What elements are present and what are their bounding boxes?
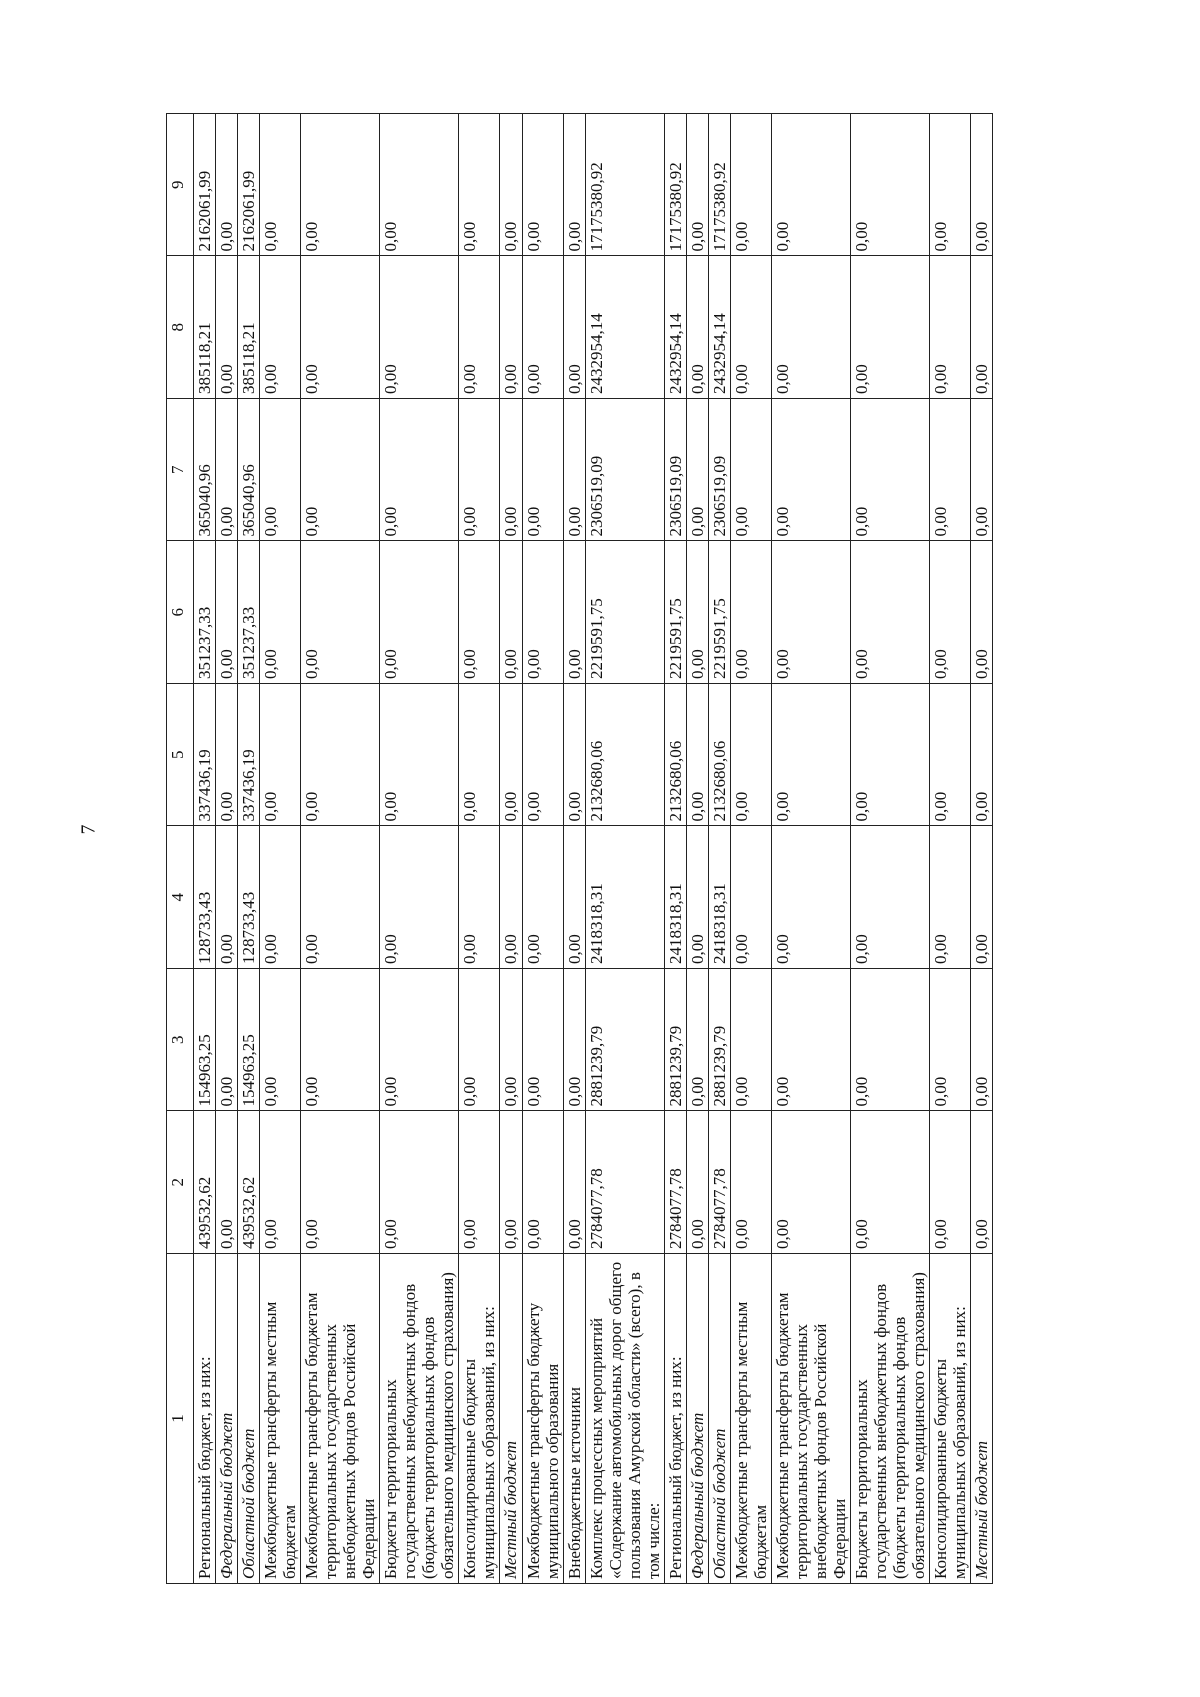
row-label: Бюджеты территориальных государственных внебюджетных фондов (бюджеты территориальных фондов обязательного медицинского страхования) (851, 1254, 930, 1584)
value-cell: 0,00 (500, 826, 522, 969)
value-cell: 0,00 (380, 114, 459, 257)
value-cell: 2219591,75 (708, 541, 730, 684)
value-cell: 0,00 (930, 684, 971, 827)
column-header-4: 4 (167, 826, 194, 969)
value-cell: 2432954,14 (664, 256, 686, 399)
table-row (301, 114, 380, 1584)
value-cell: 0,00 (730, 541, 771, 684)
value-cell: 0,00 (971, 114, 993, 257)
value-cell: 2162061,99 (194, 114, 216, 257)
value-cell: 0,00 (459, 541, 500, 684)
value-cell: 0,00 (522, 541, 563, 684)
value-cell: 0,00 (260, 684, 301, 827)
table-row (522, 114, 563, 1584)
value-cell: 0,00 (686, 399, 708, 542)
value-cell: 0,00 (459, 114, 500, 257)
value-cell: 0,00 (563, 541, 585, 684)
value-cell: 337436,19 (194, 684, 216, 827)
value-cell: 2432954,14 (585, 256, 664, 399)
table-row (216, 114, 238, 1584)
rotated-table-container (166, 114, 1046, 1584)
table-row (563, 114, 585, 1584)
value-cell: 0,00 (771, 541, 850, 684)
value-cell: 351237,33 (238, 541, 260, 684)
page-number: 7 (77, 824, 100, 835)
table-row (708, 114, 730, 1584)
table-body (194, 114, 993, 1584)
value-cell: 0,00 (771, 969, 850, 1112)
value-cell: 17175380,92 (585, 114, 664, 257)
value-cell: 128733,43 (238, 826, 260, 969)
value-cell: 0,00 (301, 541, 380, 684)
value-cell: 385118,21 (238, 256, 260, 399)
value-cell: 0,00 (459, 399, 500, 542)
value-cell: 0,00 (730, 256, 771, 399)
value-cell: 2784077,78 (585, 1111, 664, 1254)
value-cell: 2306519,09 (585, 399, 664, 542)
table-row (851, 114, 930, 1584)
value-cell: 0,00 (971, 826, 993, 969)
table-row (686, 114, 708, 1584)
value-cell: 0,00 (730, 969, 771, 1112)
table-row (585, 114, 664, 1584)
value-cell: 2219591,75 (664, 541, 686, 684)
value-cell: 0,00 (563, 256, 585, 399)
value-cell: 0,00 (301, 114, 380, 257)
value-cell: 0,00 (522, 826, 563, 969)
value-cell: 0,00 (686, 969, 708, 1112)
row-label: Межбюджетные трансферты бюджету муниципального образования (522, 1254, 563, 1584)
value-cell: 0,00 (380, 969, 459, 1112)
value-cell: 0,00 (216, 969, 238, 1112)
value-cell: 0,00 (971, 541, 993, 684)
value-cell: 0,00 (301, 684, 380, 827)
value-cell: 2162061,99 (238, 114, 260, 257)
budget-table (166, 113, 993, 1584)
value-cell: 0,00 (930, 541, 971, 684)
value-cell: 0,00 (380, 256, 459, 399)
value-cell: 154963,25 (194, 969, 216, 1112)
value-cell: 0,00 (730, 1111, 771, 1254)
value-cell: 0,00 (216, 684, 238, 827)
column-header-3: 3 (167, 969, 194, 1112)
value-cell: 0,00 (771, 399, 850, 542)
value-cell: 0,00 (730, 684, 771, 827)
table-row (500, 114, 522, 1584)
row-label: Межбюджетные трансферты бюджетам территориальных государственных внебюджетных фондов Российской Федерации (771, 1254, 850, 1584)
value-cell: 0,00 (522, 256, 563, 399)
row-label: Консолидированные бюджеты муниципальных образований, из них: (930, 1254, 971, 1584)
value-cell: 0,00 (380, 541, 459, 684)
column-header-5: 5 (167, 684, 194, 827)
value-cell: 0,00 (216, 114, 238, 257)
value-cell: 0,00 (260, 826, 301, 969)
table-row (730, 114, 771, 1584)
row-label: Местный бюджет (500, 1254, 522, 1584)
value-cell: 0,00 (260, 256, 301, 399)
column-header-6: 6 (167, 541, 194, 684)
value-cell: 2432954,14 (708, 256, 730, 399)
value-cell: 2881239,79 (585, 969, 664, 1112)
value-cell: 0,00 (459, 256, 500, 399)
value-cell: 0,00 (686, 256, 708, 399)
table-row (664, 114, 686, 1584)
value-cell: 0,00 (563, 1111, 585, 1254)
value-cell: 0,00 (851, 256, 930, 399)
value-cell: 2784077,78 (708, 1111, 730, 1254)
table-row (238, 114, 260, 1584)
value-cell: 0,00 (500, 399, 522, 542)
value-cell: 0,00 (522, 969, 563, 1112)
value-cell: 0,00 (301, 1111, 380, 1254)
value-cell: 0,00 (301, 826, 380, 969)
row-label: Региональный бюджет, из них: (664, 1254, 686, 1584)
row-label: Межбюджетные трансферты местным бюджетам (260, 1254, 301, 1584)
value-cell: 0,00 (563, 684, 585, 827)
table-row (971, 114, 993, 1584)
value-cell: 0,00 (686, 541, 708, 684)
value-cell: 0,00 (971, 1111, 993, 1254)
value-cell: 439532,62 (194, 1111, 216, 1254)
value-cell: 154963,25 (238, 969, 260, 1112)
table-row (459, 114, 500, 1584)
column-header-9: 9 (167, 114, 194, 257)
value-cell: 0,00 (563, 969, 585, 1112)
value-cell: 0,00 (686, 114, 708, 257)
value-cell: 0,00 (500, 1111, 522, 1254)
value-cell: 0,00 (851, 684, 930, 827)
value-cell: 0,00 (930, 969, 971, 1112)
value-cell: 17175380,92 (664, 114, 686, 257)
value-cell: 0,00 (500, 256, 522, 399)
value-cell: 0,00 (771, 1111, 850, 1254)
value-cell: 0,00 (216, 826, 238, 969)
value-cell: 0,00 (686, 684, 708, 827)
value-cell: 0,00 (730, 826, 771, 969)
value-cell: 0,00 (851, 399, 930, 542)
column-header-2: 2 (167, 1111, 194, 1254)
value-cell: 0,00 (301, 969, 380, 1112)
value-cell: 0,00 (686, 1111, 708, 1254)
value-cell: 2306519,09 (708, 399, 730, 542)
value-cell: 2881239,79 (664, 969, 686, 1112)
value-cell: 0,00 (260, 399, 301, 542)
row-label: Региональный бюджет, из них: (194, 1254, 216, 1584)
value-cell: 0,00 (851, 826, 930, 969)
value-cell: 0,00 (522, 114, 563, 257)
column-header-8: 8 (167, 256, 194, 399)
value-cell: 0,00 (459, 826, 500, 969)
value-cell: 0,00 (563, 826, 585, 969)
value-cell: 0,00 (971, 256, 993, 399)
value-cell: 2418318,31 (664, 826, 686, 969)
value-cell: 0,00 (930, 1111, 971, 1254)
value-cell: 0,00 (771, 826, 850, 969)
value-cell: 0,00 (500, 541, 522, 684)
row-label: Комплекс процессных мероприятий «Содержание автомобильных дорог общего пользования Амурской области» (всего), в том числе: (585, 1254, 664, 1584)
value-cell: 0,00 (500, 969, 522, 1112)
value-cell: 439532,62 (238, 1111, 260, 1254)
row-label: Областной бюджет (238, 1254, 260, 1584)
value-cell: 2132680,06 (708, 684, 730, 827)
value-cell: 0,00 (380, 684, 459, 827)
value-cell: 0,00 (260, 541, 301, 684)
value-cell: 0,00 (851, 114, 930, 257)
value-cell: 0,00 (730, 114, 771, 257)
value-cell: 2132680,06 (585, 684, 664, 827)
value-cell: 0,00 (730, 399, 771, 542)
value-cell: 0,00 (971, 969, 993, 1112)
row-label: Областной бюджет (708, 1254, 730, 1584)
value-cell: 365040,96 (238, 399, 260, 542)
value-cell: 0,00 (563, 114, 585, 257)
value-cell: 2219591,75 (585, 541, 664, 684)
row-label: Межбюджетные трансферты бюджетам территориальных государственных внебюджетных фондов Российской Федерации (301, 1254, 380, 1584)
value-cell: 2306519,09 (664, 399, 686, 542)
value-cell: 0,00 (971, 684, 993, 827)
header-row (167, 114, 194, 1584)
column-header-1: 1 (167, 1254, 194, 1584)
value-cell: 2132680,06 (664, 684, 686, 827)
value-cell: 0,00 (522, 1111, 563, 1254)
row-label: Межбюджетные трансферты местным бюджетам (730, 1254, 771, 1584)
value-cell: 337436,19 (238, 684, 260, 827)
value-cell: 128733,43 (194, 826, 216, 969)
row-label: Федеральный бюджет (686, 1254, 708, 1584)
value-cell: 0,00 (216, 1111, 238, 1254)
value-cell: 0,00 (771, 684, 850, 827)
value-cell: 0,00 (260, 969, 301, 1112)
value-cell: 0,00 (930, 256, 971, 399)
value-cell: 365040,96 (194, 399, 216, 542)
row-label: Федеральный бюджет (216, 1254, 238, 1584)
value-cell: 0,00 (380, 1111, 459, 1254)
row-label: Местный бюджет (971, 1254, 993, 1584)
value-cell: 0,00 (930, 114, 971, 257)
value-cell: 0,00 (971, 399, 993, 542)
value-cell: 2881239,79 (708, 969, 730, 1112)
row-label: Внебюджетные источники (563, 1254, 585, 1584)
value-cell: 0,00 (522, 399, 563, 542)
value-cell: 0,00 (930, 399, 971, 542)
value-cell: 0,00 (930, 826, 971, 969)
value-cell: 2784077,78 (664, 1111, 686, 1254)
value-cell: 0,00 (260, 1111, 301, 1254)
value-cell: 17175380,92 (708, 114, 730, 257)
table-row (380, 114, 459, 1584)
value-cell: 0,00 (459, 1111, 500, 1254)
value-cell: 0,00 (301, 256, 380, 399)
value-cell: 0,00 (380, 826, 459, 969)
value-cell: 0,00 (216, 399, 238, 542)
table-row (194, 114, 216, 1584)
value-cell: 0,00 (522, 684, 563, 827)
value-cell: 0,00 (851, 541, 930, 684)
column-header-7: 7 (167, 399, 194, 542)
value-cell: 0,00 (500, 114, 522, 257)
value-cell: 2418318,31 (585, 826, 664, 969)
value-cell: 2418318,31 (708, 826, 730, 969)
value-cell: 0,00 (771, 256, 850, 399)
row-label: Консолидированные бюджеты муниципальных образований, из них: (459, 1254, 500, 1584)
value-cell: 0,00 (301, 399, 380, 542)
value-cell: 0,00 (216, 256, 238, 399)
value-cell: 0,00 (459, 684, 500, 827)
table-row (930, 114, 971, 1584)
value-cell: 0,00 (851, 969, 930, 1112)
row-label: Бюджеты территориальных государственных внебюджетных фондов (бюджеты территориальных фондов обязательного медицинского страхования) (380, 1254, 459, 1584)
value-cell: 0,00 (216, 541, 238, 684)
value-cell: 0,00 (771, 114, 850, 257)
value-cell: 0,00 (500, 684, 522, 827)
table-row (260, 114, 301, 1584)
value-cell: 0,00 (459, 969, 500, 1112)
value-cell: 385118,21 (194, 256, 216, 399)
value-cell: 351237,33 (194, 541, 216, 684)
value-cell: 0,00 (851, 1111, 930, 1254)
value-cell: 0,00 (260, 114, 301, 257)
value-cell: 0,00 (563, 399, 585, 542)
value-cell: 0,00 (686, 826, 708, 969)
table-row (771, 114, 850, 1584)
value-cell: 0,00 (380, 399, 459, 542)
